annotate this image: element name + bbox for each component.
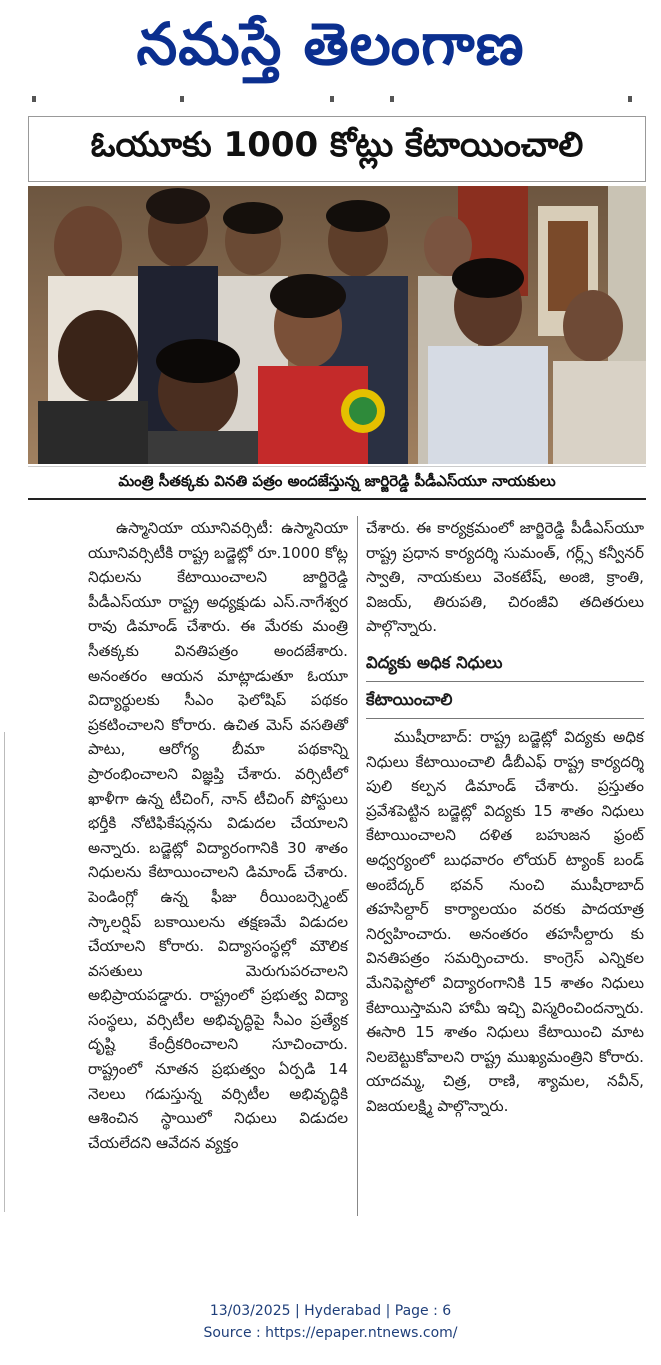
- news-photo: [28, 186, 646, 464]
- second-article-subhead-line2: కేటాయించాలి: [366, 682, 644, 719]
- article-body-left: ఉస్మానియా యూనివర్సిటీ: ఉస్మానియా యూనివర్సిటీకి రాష్ట్ర బడ్జెట్లో రూ.1000 కోట్ల నిధులను కేటాయించాలని జార్జిరెడ్డి పీడీఎస్‌యూ రాష్ట్ర అధ్యక్షుడు ఎస్.నాగేశ్వర రావు డిమాండ్ చేశారు. ఈ మేరకు మంత్రి సీతక్కకు వినతిపత్రం అందజేశారు. అనంతరం ఆయన మాట్లాడుతూ ఓయూ విద్యార్థులకు సీఎం ఫెలోషిప్ పథకం ప్రకటించాలని కోరారు. ఉచిత మెస్ వసతితో పాటు, ఆరోగ్య బీమా పథకాన్ని ప్రారంభించాలని విజ్ఞప్తి చేశారు. వర్సిటీలో ఖాళీగా ఉన్న టీచింగ్, నాన్ టీచింగ్ పోస్టులు భర్తీకి నోటిఫికేషన్లను విడుదల చేయాలని అన్నారు. బడ్జెట్లో విద్యారంగానికి 30 శాతం నిధులను కేటాయించాలని డిమాండ్ చేశారు. పెండింగ్లో ఉన్న ఫీజు రీయింబర్స్మెంట్ స్కాలర్షిప్ బకాయిలను తక్షణమే విడుదల చేయాలని కోరారు. విద్యాసంస్థల్లో మౌలిక వసతులు మెరుగుపరచాలని అభిప్రాయపడ్డారు. రాష్ట్రంలో ప్రభుత్వ విద్యా సంస్థలు, వర్సిటీల అభివృద్ధిపై సీఎం ప్రత్యేక దృష్టి కేంద్రీకరించాలని సూచించారు. రాష్ట్రంలో నూతన ప్రభుత్వం ఏర్పడి 14 నెలలు గడుస్తున్న వర్సిటీల అభివృద్ధికి ఆశించిన స్థాయిలో నిధులు విడుదల చేయలేదని ఆవేదన వ్యక్తం: [88, 519, 348, 1152]
- second-article-subhead-line1: విద్యకు అధిక నిధులు: [366, 643, 644, 682]
- footer-source: Source : https://epaper.ntnews.com/: [203, 1325, 458, 1341]
- newspaper-logo: నమస్తే తెలంగాణ: [136, 10, 525, 78]
- photo-caption: మంత్రి సీతక్కకు వినతి పత్రం అందజేస్తున్న జార్జిరెడ్డి పీడీఎస్‌యూ నాయకులు: [118, 471, 556, 490]
- column-divider: [357, 516, 358, 1216]
- second-article-body: ముషీరాబాద్: రాష్ట్ర బడ్జెట్లో విద్యకు అధిక నిధులు కేటాయించాలి డీబీఎఫ్ రాష్ట్ర కార్యదర్శి పులి కల్పన డిమాండ్ చేశారు. ప్రస్తుతం ప్రవేశపెట్టిన బడ్జెట్లో విద్యకు 15 శాతం నిధులు కేటాయించాలని దళిత బహుజన ఫ్రంట్ అధ్వర్యంలో బుధవారం లోయర్ ట్యాంక్ బండ్ అంబేద్కర్ భవన్ నుంచి ముషీరాబాద్ తహసిల్దార్ కార్యాలయం వరకు పాదయాత్ర నిర్వహించారు. అనంతరం తహసీల్దారు కు వినతిపత్రం సమర్పించారు. కాంగ్రెస్ ఎన్నికల మేనిఫెస్టోలో విద్యారంగానికి 15 శాతం నిధులు కేటాయిస్తామని హామీ ఇచ్చి విస్మరించిందన్నారు. ఈసారి 15 శాతం నిధులు కేటాయించి మాట నిలబెట్టుకోవాలని రాష్ట్ర ముఖ్యమంత్రిని కోరారు. యాదమ్మ, చిత్ర, రాణి, శ్యామల, నవీన్, విజయలక్ష్మి పాల్గొన్నారు.: [366, 727, 644, 1115]
- footer-date-page: 13/03/2025 | Hyderabad | Page : 6: [209, 1303, 452, 1319]
- article-headline: ఓయూకు 1000 కోట్లు కేటాయించాలి: [90, 125, 584, 165]
- left-column: [88, 516, 348, 1155]
- page-footer: [0, 1300, 661, 1344]
- dateline-strip: [30, 96, 631, 102]
- masthead: [0, 0, 661, 96]
- margin-rule: [4, 732, 5, 1212]
- headline-box: [28, 116, 646, 182]
- article-body-right: చేశారు. ఈ కార్యక్రమంలో జార్జిరెడ్డి పీడీఎస్‌యూ రాష్ట్ర ప్రధాన కార్యదర్శి సుమంత్, గర్ల్స్ కన్వీనర్ స్వాతి, నాయకులు వెంకటేష్, అంజి, క్రాంతి, విజయ్, తిరుపతి, చిరంజీవి తదితరులు పాల్గొన్నారు.: [366, 519, 644, 636]
- photo-caption-box: [28, 466, 646, 500]
- right-column: [366, 516, 644, 1118]
